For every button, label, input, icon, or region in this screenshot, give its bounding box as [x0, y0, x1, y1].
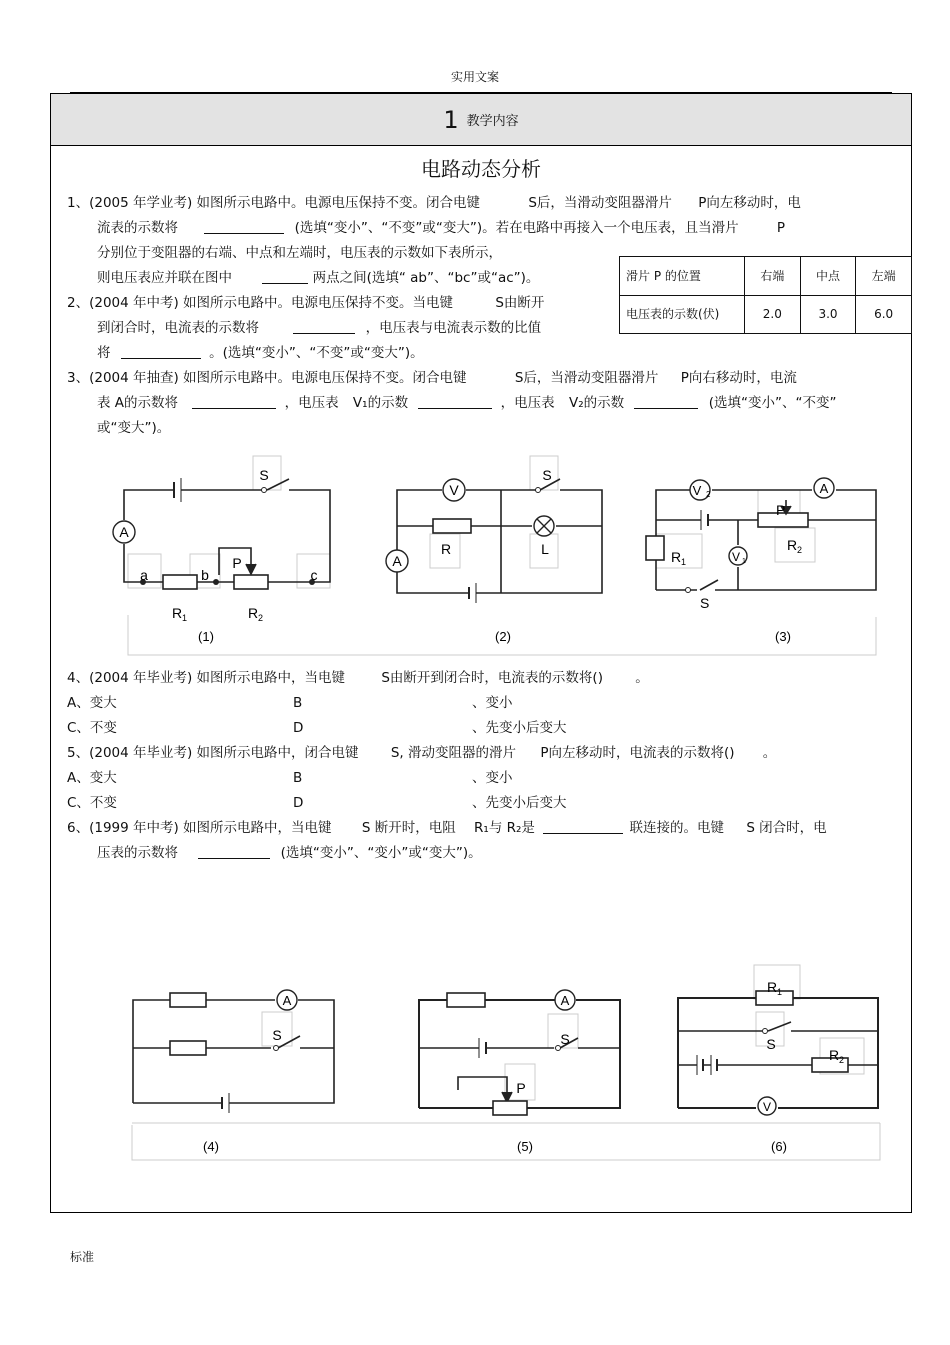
caption-1: (1): [198, 629, 214, 644]
svg-text:P: P: [232, 555, 242, 571]
circuit-3: [646, 490, 876, 590]
svg-text:V: V: [449, 482, 459, 498]
answer-blank[interactable]: [121, 344, 201, 359]
svg-text:1: 1: [742, 558, 746, 565]
answer-blank[interactable]: [418, 394, 492, 409]
voltage-table: 滑片 P 的位置 右端 中点 左端 电压表的示数(伏) 2.0 3.0 6.0: [619, 256, 912, 334]
svg-text:R: R: [248, 605, 259, 621]
svg-text:R: R: [829, 1047, 840, 1063]
svg-text:V: V: [762, 1100, 772, 1114]
svg-text:S: S: [766, 1036, 776, 1052]
svg-text:A: A: [282, 993, 292, 1008]
svg-text:c: c: [310, 567, 318, 583]
q4-line1: 4、(2004 年毕业考) 如图所示电路中，当电键 S由断开到闭合时，电流表的示数将() 。: [67, 670, 649, 686]
svg-text:S: S: [560, 1031, 570, 1047]
circuit-figures-top: [0, 450, 950, 660]
answer-blank[interactable]: [198, 844, 270, 859]
circuit-4: [133, 993, 334, 1113]
svg-text:A: A: [560, 993, 570, 1008]
svg-text:V: V: [692, 483, 702, 498]
svg-text:b: b: [201, 567, 209, 583]
svg-text:R: R: [671, 549, 682, 565]
svg-text:S: S: [259, 467, 269, 483]
svg-text:R: R: [787, 537, 798, 553]
svg-text:2: 2: [706, 490, 711, 499]
caption-6: (6): [771, 1139, 787, 1154]
svg-text:1: 1: [777, 987, 783, 997]
q1-line1: 1、(2005 年学业考) 如图所示电路中。电源电压保持不变。闭合电键 S后，当滑动变阻器滑片 P向左移动时，电: [67, 195, 801, 211]
q4-option-b: B: [293, 695, 303, 711]
q4-option-a: A、变大: [67, 695, 117, 711]
section-heading: [51, 94, 911, 145]
svg-text:1: 1: [681, 557, 687, 567]
q4-option-d: D: [293, 720, 304, 736]
svg-text:a: a: [140, 567, 148, 583]
page-title: 电路动态分析: [421, 157, 541, 181]
circuit-1: [124, 456, 330, 589]
answer-blank[interactable]: [634, 394, 698, 409]
q5-line1: 5、(2004 年毕业考) 如图所示电路中，闭合电键 S, 滑动变阻器的滑片 P向左移动时，电流表的示数将() 。: [67, 745, 777, 761]
svg-text:S: S: [542, 467, 552, 483]
caption-2: (2): [495, 629, 511, 644]
q5-option-a: A、变大: [67, 770, 117, 786]
circuit-5: [419, 993, 620, 1115]
svg-text:P: P: [776, 502, 786, 518]
svg-text:2: 2: [839, 1055, 845, 1065]
answer-blank[interactable]: [293, 319, 355, 334]
svg-text:A: A: [819, 481, 829, 496]
svg-text:A: A: [392, 553, 402, 569]
answer-blank[interactable]: [192, 394, 276, 409]
q6-line1: 6、(1999 年中考) 如图所示电路中，当电键 S 断开时，电阻 R₁与 R₂是 联连接的。电键 S 闭合时，电: [67, 820, 827, 836]
q5-option-d-text: 、先变小后变大: [472, 795, 567, 811]
q4-option-c: C、不变: [67, 720, 117, 736]
q1-line3: 分别位于变阻器的右端、中点和左端时，电压表的示数如下表所示，: [97, 245, 502, 261]
q3-line2: 表 A的示数将 ，电压表 V₁的示数 ，电压表 V₂的示数 (选填“变小”、“不变”: [97, 395, 837, 411]
q3-line3: 或“变大”)。: [97, 420, 171, 436]
ammeter-label: A: [119, 524, 129, 540]
svg-text:S: S: [272, 1027, 282, 1043]
svg-text:P: P: [516, 1080, 526, 1096]
svg-text:2: 2: [797, 545, 803, 555]
q5-option-b-text: 、变小: [472, 770, 513, 786]
q4-option-d-text: 、先变小后变大: [472, 720, 567, 736]
page-header: 实用文案: [450, 70, 499, 84]
answer-blank[interactable]: [204, 219, 284, 234]
q2-line1: 2、(2004 年中考) 如图所示电路中。电源电压保持不变。当电键 S由断开: [67, 295, 545, 311]
svg-text:R: R: [440, 541, 452, 557]
q6-line2: 压表的示数将 (选填“变小”、“变小”或“变大”)。: [97, 845, 482, 861]
q2-line2: 到闭合时，电流表的示数将 ，电压表与电流表示数的比值: [97, 320, 542, 336]
caption-3: (3): [775, 629, 791, 644]
section-number: 1: [443, 105, 459, 134]
svg-text:R: R: [767, 979, 778, 995]
svg-text:R: R: [172, 605, 183, 621]
svg-text:S: S: [700, 595, 710, 611]
q4-option-b-text: 、变小: [472, 695, 513, 711]
q5-option-c: C、不变: [67, 795, 117, 811]
circuit-figures-bottom: [0, 960, 950, 1170]
caption-5: (5): [517, 1139, 533, 1154]
caption-4: (4): [203, 1139, 219, 1154]
q2-line3: 将 。(选填“变小”、“不变”或“变大”)。: [97, 345, 424, 361]
svg-text:1: 1: [182, 613, 188, 623]
svg-text:V: V: [731, 550, 741, 564]
q5-option-d: D: [293, 795, 304, 811]
svg-text:2: 2: [258, 613, 264, 623]
q1-line2: 流表的示数将 (选填“变小”、“不变”或“变大”)。若在电路中再接入一个电压表，且当滑片 P: [97, 220, 786, 236]
q5-option-b: B: [293, 770, 303, 786]
answer-blank[interactable]: [543, 819, 623, 834]
q1-line4: 则电压表应并联在图中 两点之间(选填“ ab”、“bc”或“ac”)。: [97, 270, 540, 286]
svg-text:L: L: [541, 541, 549, 557]
answer-blank[interactable]: [262, 269, 308, 284]
section-label: 教学内容: [466, 114, 519, 129]
circuit-2: [397, 456, 602, 603]
q3-line1: 3、(2004 年抽查) 如图所示电路中。电源电压保持不变。闭合电键 S后，当滑动变阻器滑片 P向右移动时，电流: [67, 370, 797, 386]
page-footer: 标准: [70, 1250, 95, 1264]
